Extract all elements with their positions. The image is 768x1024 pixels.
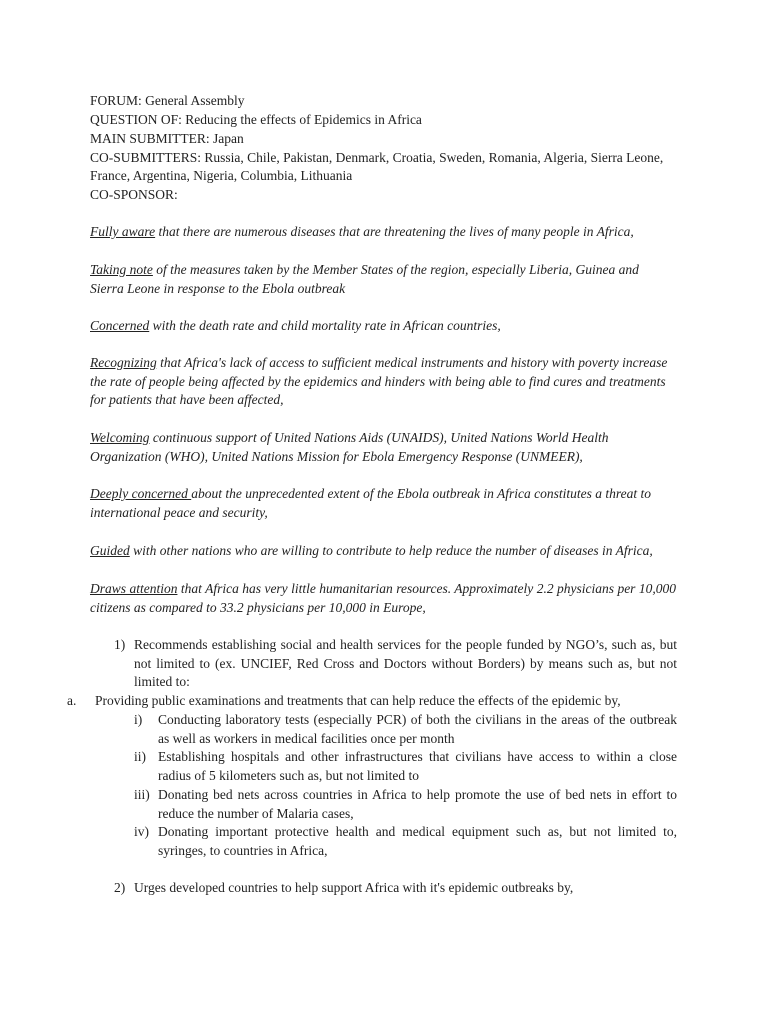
sub-item-text: Establishing hospitals and other infrastructures that civilians have access to within a close radius of 5 kilometers such as, but not limited to (158, 749, 677, 783)
clause-text: with the death rate and child mortality rate in African countries, (149, 318, 501, 333)
sub-item-number: i) (134, 712, 143, 727)
preambulatory-clause (90, 542, 676, 561)
preambulatory-clause (90, 580, 676, 617)
co-submitters-line: CO-SUBMITTERS: Russia, Chile, Pakistan, Denmark, Croatia, Sweden, Romania, Algeria, Sierra Leone, (90, 150, 664, 165)
preambulatory-clause (90, 485, 676, 522)
preambulatory-clause (90, 354, 676, 410)
clause-text: that Africa's lack of access to sufficient medical instruments and history with poverty increase the rate of people being affected by the epidemics and hinders with being able to find cures and treatments for patients that have been affected, (90, 355, 668, 407)
clause-keyword: Deeply concerned (90, 486, 192, 501)
sub-item-number: iii) (134, 787, 150, 802)
operative-clause-number: 1) (114, 637, 126, 652)
preambulatory-clause (90, 223, 676, 242)
forum-line: FORUM: General Assembly (90, 93, 245, 108)
clause-text: that there are numerous diseases that are threatening the lives of many people in Africa, (155, 224, 634, 239)
clause-text: that Africa has very little humanitarian resources. Approximately 2.2 physicians per 10,000 citizens as compared to 33.2 physicians per 10,000 in Europe, (90, 581, 676, 615)
clause-keyword: Recognizing (90, 355, 157, 370)
clause-keyword: Guided (90, 543, 130, 558)
main-submitter-line: MAIN SUBMITTER: Japan (90, 131, 244, 146)
sub-clause-text: Providing public examinations and treatments that can help reduce the effects of the epidemic by, (95, 693, 621, 708)
clause-keyword: Welcoming (90, 430, 150, 445)
sub-item-text: Donating bed nets across countries in Africa to help promote the use of bed nets in effort to reduce the number of Malaria cases, (158, 787, 677, 821)
question-line: QUESTION OF: Reducing the effects of Epidemics in Africa (90, 112, 422, 127)
sub-item-number: ii) (134, 749, 146, 764)
clause-keyword: Draws attention (90, 581, 178, 596)
sub-item-text: Donating important protective health and medical equipment such as, but not limited to, syringes, to countries in Africa, (158, 824, 677, 858)
sub-clause-label: a. (67, 693, 77, 708)
co-sponsor-line: CO-SPONSOR: (90, 187, 178, 202)
operative-clause-text: Recommends establishing social and health services for the people funded by NGO’s, such as, but not limited to (ex. UNCIEF, Red Cross and Doctors without Borders) by means such as, but not limited to: (134, 637, 677, 689)
co-submitters-line-2: France, Argentina, Nigeria, Columbia, Lithuania (90, 168, 353, 183)
clause-text: about the unprecedented extent of the Ebola outbreak in Africa constitutes a threat to international peace and security, (90, 486, 651, 520)
clause-text: continuous support of United Nations Aids (UNAIDS), United Nations World Health Organization (WHO), United Nations Mission for Ebola Emergency Response (UNMEER), (90, 430, 609, 464)
clause-text: of the measures taken by the Member States of the region, especially Liberia, Guinea and Sierra Leone in response to the Ebola outbreak (90, 262, 639, 296)
clause-text: with other nations who are willing to contribute to help reduce the number of diseases in Africa, (129, 543, 653, 558)
sub-item-number: iv) (134, 824, 149, 839)
operative-clause-text: Urges developed countries to help support Africa with it's epidemic outbreaks by, (134, 880, 574, 895)
clause-keyword: Fully aware (90, 224, 156, 239)
sub-item-text: Conducting laboratory tests (especially PCR) of both the civilians in the areas of the outbreak as well as workers in medical facilities once per month (158, 712, 677, 746)
preambulatory-clause (90, 261, 676, 298)
clause-keyword: Taking note (90, 262, 153, 277)
preambulatory-clause (90, 317, 676, 336)
operative-clause-number: 2) (114, 880, 126, 895)
clause-keyword: Concerned (90, 318, 150, 333)
preambulatory-clause (90, 429, 676, 466)
